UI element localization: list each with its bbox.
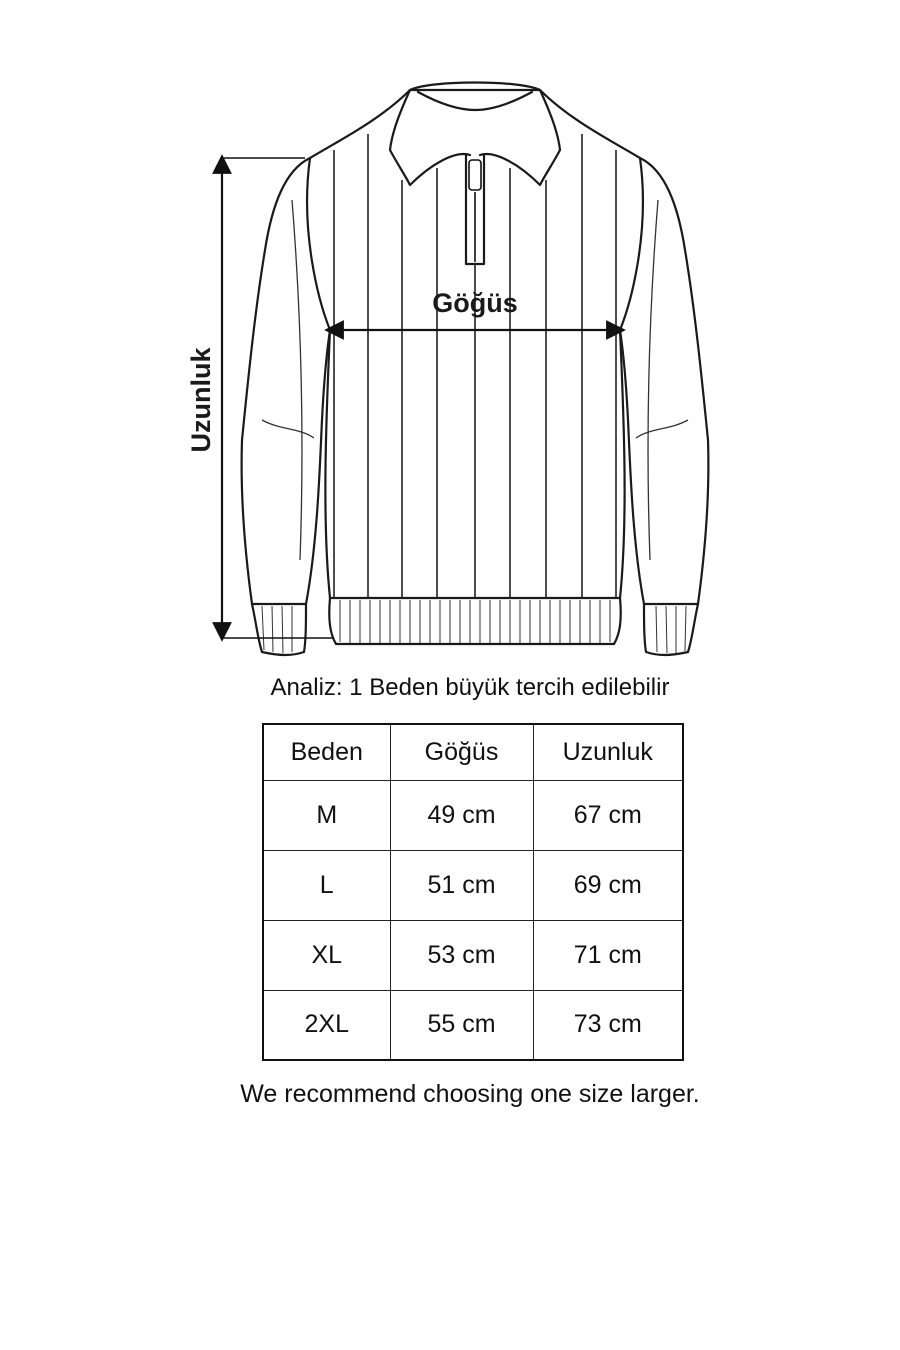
cell-chest: 53 cm xyxy=(390,920,533,990)
cell-size: 2XL xyxy=(263,990,390,1060)
table-row xyxy=(263,780,683,850)
header-length: Uzunluk xyxy=(533,724,683,780)
cell-chest: 49 cm xyxy=(390,780,533,850)
zipper-icon xyxy=(469,160,481,262)
table-header-row xyxy=(263,724,683,780)
footnote: We recommend choosing one size larger. xyxy=(240,1080,700,1108)
header-size: Beden xyxy=(263,724,390,780)
length-label: Uzunluk xyxy=(186,347,216,453)
chest-label: Göğüs xyxy=(432,288,518,318)
table-row xyxy=(263,850,683,920)
cell-size: L xyxy=(263,850,390,920)
cell-chest: 55 cm xyxy=(390,990,533,1060)
cell-length: 71 cm xyxy=(533,920,683,990)
cell-size: M xyxy=(263,780,390,850)
header-chest: Göğüs xyxy=(390,724,533,780)
cell-length: 73 cm xyxy=(533,990,683,1060)
cell-length: 69 cm xyxy=(533,850,683,920)
cell-size: XL xyxy=(263,920,390,990)
table-row xyxy=(263,920,683,990)
analysis-text: Analiz: 1 Beden büyük tercih edilebilir xyxy=(270,674,670,701)
table-row xyxy=(263,990,683,1060)
cell-chest: 51 cm xyxy=(390,850,533,920)
cell-length: 67 cm xyxy=(533,780,683,850)
size-table xyxy=(262,723,684,1061)
